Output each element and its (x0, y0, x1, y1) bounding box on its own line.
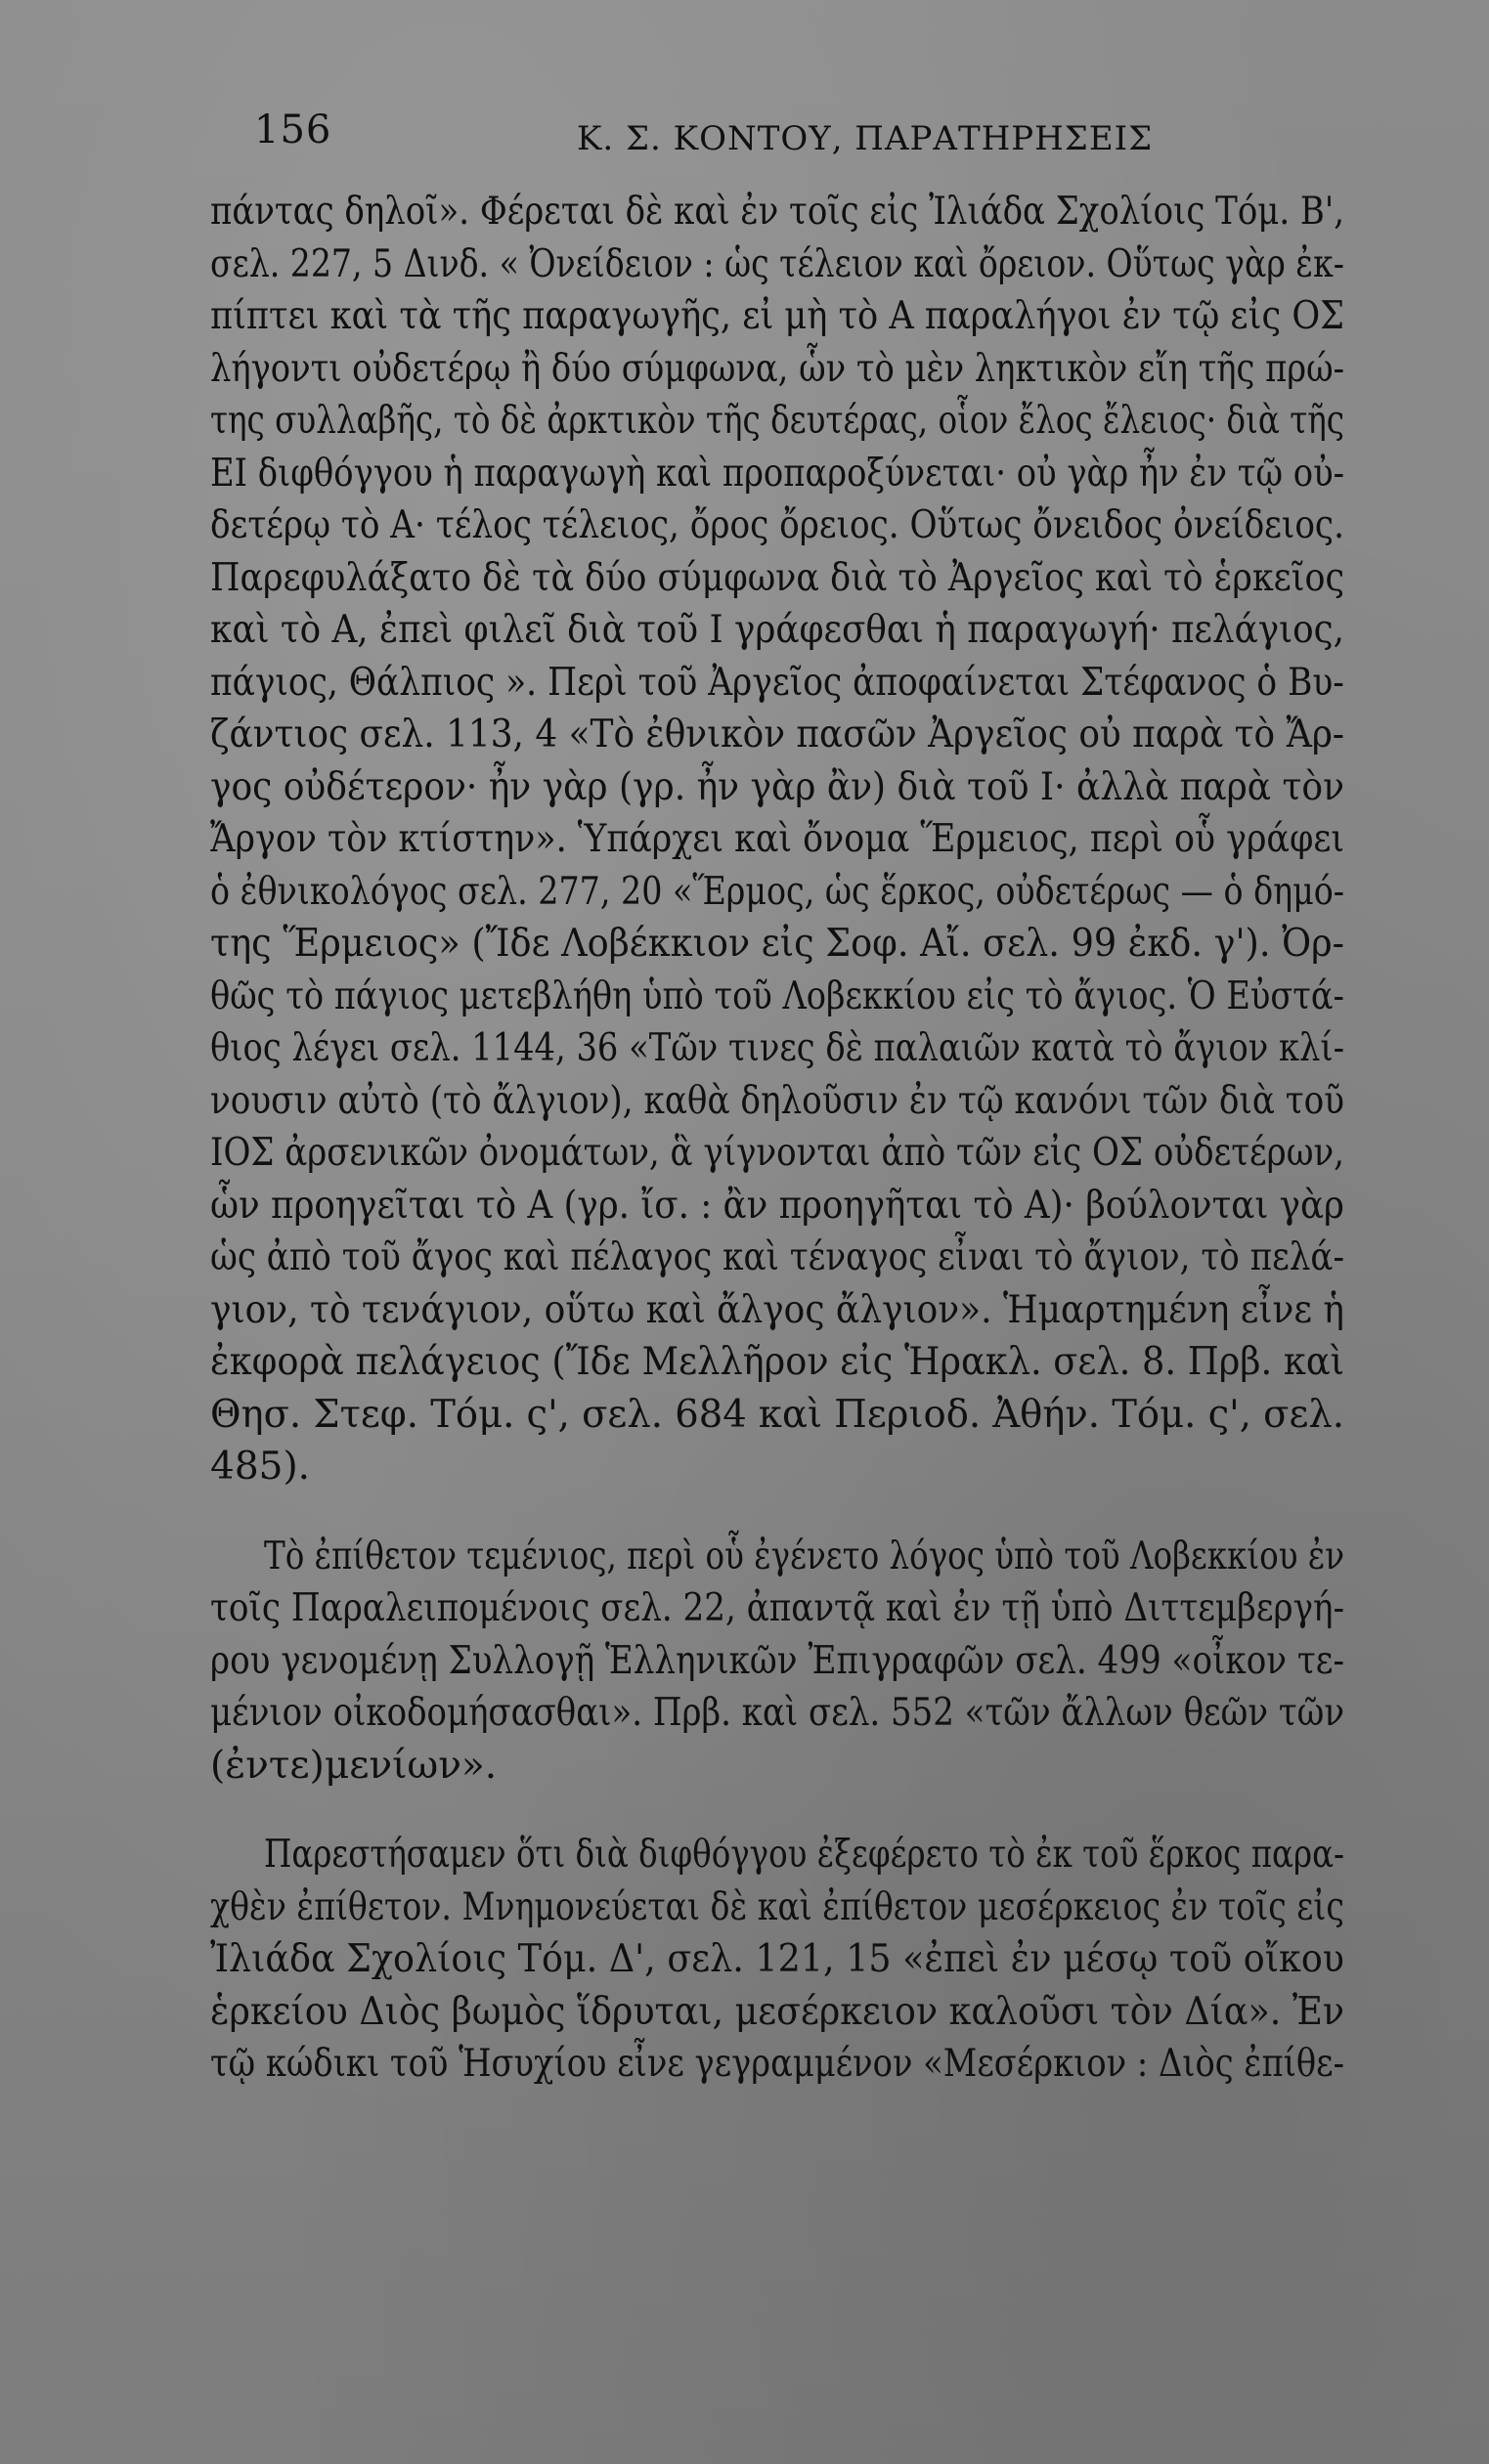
paragraph (210, 1531, 1344, 1793)
text-line: μένιον οἰκοδομήσασθαι». Πρβ. καὶ σελ. 552 «τῶν ἄλλων θεῶν τῶν (210, 1691, 1344, 1735)
text-line: ὁ ἐθνικολόγος σελ. 277, 20 «Ἕρμος, ὡς ἕρκος, οὐδετέρως — ὁ δημό- (210, 869, 1345, 914)
body-text (210, 186, 1344, 2091)
text-line: πίπτει καὶ τὰ τῆς παραγωγῆς, εἰ μὴ τὸ Α παραλήγοι ἐν τῷ εἰς ΟΣ (210, 294, 1345, 338)
text-line: Ἰλιάδα Σχολίοις Τόμ. Δ', σελ. 121, 15 «ἐπεὶ ἐν μέσῳ τοῦ οἴκου (210, 1937, 1344, 1981)
text-line: ΙΟΣ ἀρσενικῶν ὀνομάτων, ἃ γίγνονται ἀπὸ τῶν εἰς ΟΣ οὐδετέρων, (210, 1131, 1344, 1175)
text-line: θιος λέγει σελ. 1144, 36 «Τῶν τινες δὲ παλαιῶν κατὰ τὸ ἄγιον κλί- (210, 1026, 1345, 1070)
page-number: 156 (254, 108, 332, 152)
text-line: ζάντιος σελ. 113, 4 «Τὸ ἐθνικὸν πασῶν Ἀργεῖος οὐ παρὰ τὸ Ἄρ- (210, 713, 1345, 756)
text-line: ἐκφορὰ πελάγειος (Ἴδε Μελλῆρον εἰς Ἡρακλ. σελ. 8. Πρβ. καὶ (210, 1340, 1345, 1384)
text-line: νουσιν αὐτὸ (τὸ ἄλγιον), καθὰ δηλοῦσιν ἐν τῷ κανόνι τῶν διὰ τοῦ (210, 1078, 1345, 1123)
text-line: χθὲν ἐπίθετον. Μνημονεύεται δὲ καὶ ἐπίθετον μεσέρκειος ἐν τοῖς εἰς (210, 1884, 1344, 1929)
text-line: Θησ. Στεφ. Τόμ. ς', σελ. 684 καὶ Περιοδ. Ἀθήν. Τόμ. ς', σελ. (210, 1392, 1345, 1437)
text-line: λήγοντι οὐδετέρῳ ἢ δύο σύμφωνα, ὧν τὸ μὲν ληκτικὸν εἴη τῆς πρώ- (210, 346, 1345, 391)
paragraph-gap (210, 1792, 1344, 1829)
running-head: Κ. Σ. ΚΟΝΤΟΥ, ΠΑΡΑΤΗΡΗΣΕΙΣ (577, 119, 1154, 158)
text-line: ΕΙ διφθόγγου ἡ παραγωγὴ καὶ προπαροξύνεται· οὐ γὰρ ἦν ἐν τῷ οὐ- (210, 451, 1345, 496)
text-line: γιον, τὸ τενάγιον, οὕτω καὶ ἄλγος ἄλγιον». Ἡμαρτημένη εἶνε ἡ (210, 1287, 1344, 1332)
text-line: Παρεφυλάξατο δὲ τὰ δύο σύμφωνα διὰ τὸ Ἀργεῖος καὶ τὸ ἑρκεῖος (210, 555, 1345, 600)
text-line: πάγιος, Θάλπιος ». Περὶ τοῦ Ἀργεῖος ἀποφαίνεται Στέφανος ὁ Βυ- (210, 660, 1344, 705)
paragraph-gap (210, 1493, 1344, 1531)
text-line: ρου γενομένῃ Συλλογῇ Ἑλληνικῶν Ἐπιγραφῶν σελ. 499 «οἶκον τε- (210, 1638, 1345, 1683)
text-line: τῷ κώδικι τοῦ Ἡσυχίου εἶνε γεγραμμένον «Μεσέρκιον : Διὸς ἐπίθε- (210, 2042, 1345, 2086)
text-line: ὡς ἀπὸ τοῦ ἄγος καὶ πέλαγος καὶ τέναγος εἶναι τὸ ἄγιον, τὸ πελά- (210, 1235, 1345, 1279)
page-header (254, 108, 1232, 176)
text-line: θῶς τὸ πάγιος μετεβλήθη ὑπὸ τοῦ Λοβεκκίου εἰς τὸ ἄγιος. Ὁ Εὐστά- (210, 973, 1344, 1018)
text-line: Ἄργον τὸν κτίστην». Ὑπάρχει καὶ ὄνομα Ἕρμειος, περὶ οὗ γράφει (210, 817, 1345, 861)
text-line: (ἐντε)μενίων». (210, 1743, 498, 1788)
text-line: δετέρῳ τὸ Α· τέλος τέλειος, ὄρος ὄρειος. Οὕτως ὄνειδος ὀνείδειος. (210, 503, 1344, 547)
text-line: τοῖς Παραλειπομένοις σελ. 22, ἀπαντᾷ καὶ ἐν τῇ ὑπὸ Διττεμβεργή- (210, 1586, 1345, 1630)
text-line: ὧν προηγεῖται τὸ Α (γρ. ἴσ. : ἂν προηγῆται τὸ Α)· βούλονται γὰρ (210, 1183, 1344, 1228)
text-line: Παρεστήσαμεν ὅτι διὰ διφθόγγου ἐξεφέρετο τὸ ἐκ τοῦ ἕρκος παρα- (264, 1833, 1345, 1877)
text-line: της συλλαβῆς, τὸ δὲ ἀρκτικὸν τῆς δευτέρας, οἷον ἔλος ἔλειος· διὰ τῆς (210, 399, 1345, 443)
paragraph (210, 186, 1344, 1493)
text-line: 485). (210, 1445, 311, 1489)
text-line: καὶ τὸ Α, ἐπεὶ φιλεῖ διὰ τοῦ Ι γράφεσθαι ἡ παραγωγή· πελάγιος, (210, 608, 1344, 652)
text-line: πάντας δηλοῖ». Φέρεται δὲ καὶ ἐν τοῖς εἰς Ἰλιάδα Σχολίοις Τόμ. Β', (210, 190, 1345, 234)
text-line: Τὸ ἐπίθετον τεμένιος, περὶ οὗ ἐγένετο λόγος ὑπὸ τοῦ Λοβεκκίου ἐν (264, 1534, 1345, 1578)
text-line: ἑρκείου Διὸς βωμὸς ἵδρυται, μεσέρκειον καλοῦσι τὸν Δία». Ἐν (210, 1989, 1345, 2034)
paragraph (210, 1829, 1344, 2091)
text-line: της Ἕρμειος» (Ἴδε Λοβέκκιον εἰς Σοφ. Αἴ. σελ. 99 ἐκδ. γ'). Ὀρ- (210, 922, 1345, 966)
text-line: γος οὐδέτερον· ἦν γὰρ (γρ. ἦν γὰρ ἂν) διὰ τοῦ Ι· ἀλλὰ παρὰ τὸν (210, 764, 1344, 809)
text-line: σελ. 227, 5 Δινδ. « Ὀνείδειον : ὡς τέλειον καὶ ὄρειον. Οὕτως γὰρ ἐκ- (210, 241, 1344, 286)
